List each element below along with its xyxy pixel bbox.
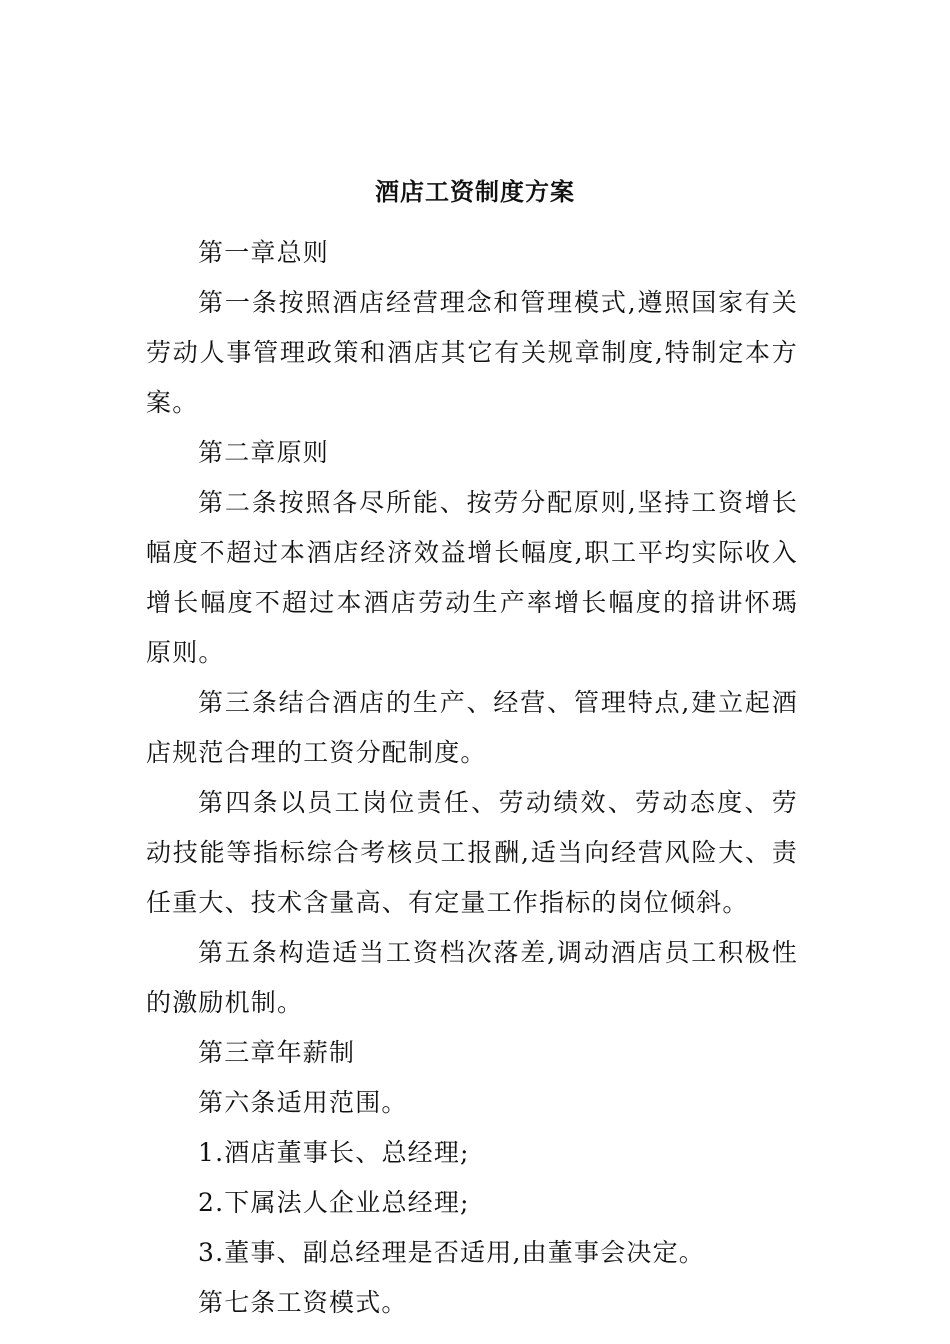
list-item: 1.酒店董事长、总经理;	[198, 1138, 470, 1167]
chapter-heading: 第三章年薪制	[198, 1038, 356, 1067]
list-item: 2.下属法人企业总经理;	[198, 1188, 470, 1217]
document-title: 酒店工资制度方案	[375, 177, 575, 206]
article-paragraph: 第七条工资模式。	[198, 1288, 408, 1317]
chapter-heading: 第一章总则	[198, 238, 330, 267]
article-paragraph: 第六条适用范围。	[198, 1088, 408, 1117]
article-paragraph: 第五条构造适当工资档次落差,调动酒店员工积极性的激励机制。	[146, 938, 798, 1017]
chapter-heading: 第二章原则	[198, 438, 330, 467]
article-paragraph: 第一条按照酒店经营理念和管理模式,遵照国家有关劳动人事管理政策和酒店其它有关规章制度,特制定本方案。	[146, 288, 798, 417]
article-paragraph: 第四条以员工岗位责任、劳动绩效、劳动态度、劳动技能等指标综合考核员工报酬,适当向经营风险大、责任重大、技术含量高、有定量工作指标的岗位倾斜。	[146, 788, 798, 917]
article-paragraph: 第二条按照各尽所能、按劳分配原则,坚持工资增长幅度不超过本酒店经济效益增长幅度,职工平均实际收入增长幅度不超过本酒店劳动生产率增长幅度的揞讲怀瑪原则。	[146, 488, 798, 667]
list-item: 3.董事、副总经理是否适用,由董事会决定。	[198, 1238, 706, 1267]
article-paragraph: 第三条结合酒店的生产、经营、管理特点,建立起酒店规范合理的工资分配制度。	[146, 688, 798, 767]
document-body	[146, 228, 798, 1328]
